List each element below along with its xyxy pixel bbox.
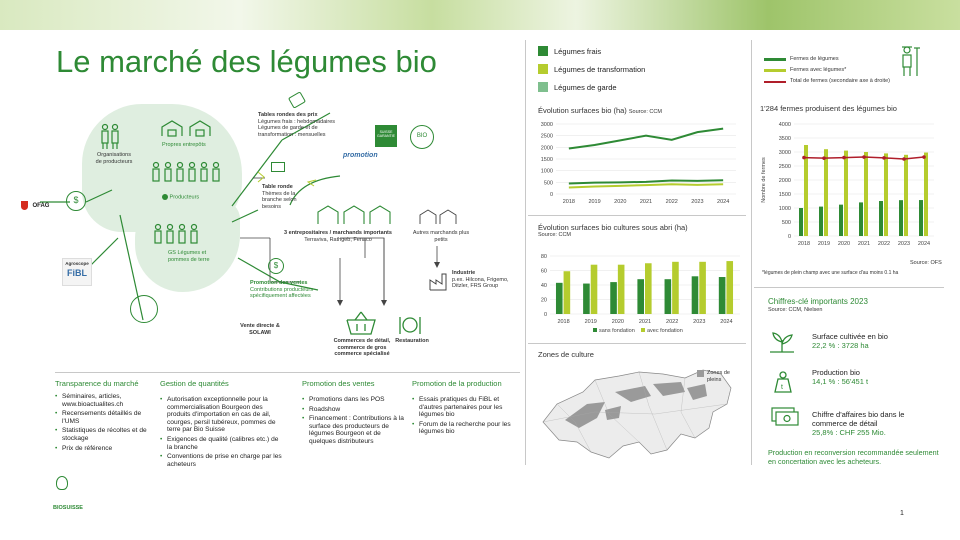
column-gestion — [160, 379, 285, 470]
x-tick-label: 2021 — [639, 199, 653, 205]
restauration-label: Restauration — [395, 338, 429, 344]
suisse-garantie-logo: SUISSE GARANTIE — [375, 125, 397, 147]
list-item: • Roadshow — [302, 406, 404, 414]
bar — [799, 208, 803, 236]
legend-types — [538, 42, 645, 96]
vente-directe-label: Vente directe & SOLAWI — [240, 323, 280, 336]
grossistes-title: 3 entrepositaires / marchands importants — [284, 230, 392, 236]
promotion-ventes — [250, 280, 314, 300]
producer-dot-icon — [162, 194, 168, 200]
series-point — [862, 155, 866, 159]
y-tick-label: 2500 — [540, 133, 553, 140]
x-tick-label: 2020 — [837, 241, 851, 247]
recommendation-text: Production en reconversion recommandée seulement en concertation avec les acheteurs. — [768, 448, 939, 466]
ofag-logo — [21, 197, 49, 215]
banknotes-icon — [770, 406, 800, 428]
grossistes-body: Terraviva, Rathgeb, Fenaco — [304, 236, 372, 243]
series-point — [802, 156, 806, 160]
producteurs-label — [162, 194, 199, 201]
list-item: • Forum de la recherche pour les légumes bio — [412, 421, 522, 436]
y-tick-label: 0 — [787, 234, 791, 240]
map-legend-swatch — [697, 370, 704, 377]
legend-swatch — [764, 69, 786, 72]
x-tick-label: 2020 — [614, 199, 627, 205]
x-tick-label: 2023 — [897, 241, 911, 247]
bar — [665, 279, 672, 314]
y-tick-label: 0 — [543, 312, 547, 318]
page-title: Le marché des légumes bio — [56, 44, 437, 79]
farmer-icon — [98, 122, 122, 150]
chart1-title-row — [538, 106, 662, 115]
column-title: Transparence du marché — [55, 379, 139, 388]
x-tick-label: 2018 — [562, 199, 575, 205]
flag-icon — [271, 162, 285, 172]
y-tick-label: 80 — [540, 254, 547, 260]
weight-icon — [772, 370, 794, 394]
series-point — [902, 157, 906, 161]
legend-swatch — [641, 328, 645, 332]
x-tick-label: 2018 — [557, 319, 570, 325]
grossistes — [283, 230, 393, 243]
bar — [564, 271, 571, 314]
research-logos — [62, 258, 92, 286]
bar — [839, 205, 843, 236]
chart2-title: Évolution surfaces bio cultures sous abri (ha) — [538, 223, 688, 232]
x-tick-label: 2021 — [638, 319, 652, 325]
producers-icon — [148, 160, 228, 190]
divider-vertical — [751, 40, 752, 465]
bar — [899, 200, 903, 236]
divider-horizontal — [528, 215, 746, 216]
legend-label: Légumes de garde — [554, 82, 617, 92]
y-tick-label: 60 — [540, 268, 547, 275]
legend-label: Total de fermes (secondaire axe à droite) — [790, 78, 890, 85]
divider-horizontal — [754, 287, 944, 288]
table-ronde-body: Thèmes de la branche selon besoins — [262, 190, 297, 210]
divider-horizontal — [528, 343, 746, 344]
bar — [879, 201, 883, 236]
bar — [726, 261, 733, 314]
y-tick-label: 2000 — [540, 145, 553, 152]
series-point — [842, 156, 846, 160]
list-item: • Exigences de qualité (calibres etc.) de la branche — [160, 436, 285, 451]
divider-vertical — [525, 40, 526, 465]
series-point — [822, 156, 826, 160]
chart2-source: Source: CCM — [538, 232, 572, 238]
legend-item — [538, 78, 645, 96]
y-tick-label: 1500 — [540, 157, 553, 163]
bio-suisse-stamp-icon — [130, 295, 158, 323]
list-item: • Financement : Contributions à la surface des producteurs de légumes Bourgeon et de quelques distributeurs — [302, 415, 404, 445]
series-point — [922, 155, 926, 159]
y-tick-label: 3000 — [778, 150, 791, 156]
bar — [859, 202, 863, 236]
promotion-ventes-title: Promotion des ventes — [250, 280, 308, 286]
propres-entrepots-label: Propres entrepôts — [162, 142, 206, 148]
table-ronde-title: Table ronde — [262, 184, 293, 190]
tables-rondes-prix — [258, 112, 354, 138]
column-promotion-ventes — [302, 379, 404, 448]
y-tick-label: 2000 — [778, 178, 791, 184]
kpi-surface-title: Surface cultivée en bio — [812, 332, 888, 341]
legend-label: avec fondation — [647, 328, 683, 334]
bar — [637, 279, 644, 314]
column-title: Promotion de la production — [412, 379, 502, 388]
bar — [583, 284, 590, 314]
chart3-title: 1'284 fermes produisent des légumes bio — [760, 104, 897, 113]
y-tick-label: 4000 — [778, 122, 791, 128]
x-tick-label: 2019 — [817, 241, 831, 247]
x-tick-label: 2024 — [720, 319, 733, 325]
x-tick-label: 2021 — [857, 241, 871, 247]
legend-swatch — [593, 328, 597, 332]
promotion-logo: promotion — [343, 152, 378, 159]
small-warehouse-icon — [418, 206, 458, 226]
legend-item — [538, 42, 645, 60]
series-line — [569, 184, 723, 187]
factory-icon — [428, 270, 450, 292]
series-line — [569, 129, 723, 149]
kpi-source: Source: CCM, Nielsen — [768, 307, 823, 313]
farmer-with-fork-icon — [895, 44, 925, 78]
legend-item — [764, 54, 890, 65]
industrie-body: p.ex. Hilcona, Frigemo, Ditzler, FRS Group — [452, 276, 509, 289]
industrie-title: Industrie — [452, 270, 476, 276]
kpi-surface-value: 22,2 % : 3728 ha — [812, 341, 869, 350]
legend-item — [538, 60, 645, 78]
divider-horizontal — [55, 372, 520, 373]
money-bag-icon: $ — [66, 191, 86, 211]
kpi-chiffre-title: Chiffre d'affaires bio dans le commerce de détail — [812, 410, 905, 428]
kpi-title: Chiffres-clé importants 2023 — [768, 297, 868, 306]
bar — [645, 263, 652, 314]
list-item: • Prix de référence — [55, 445, 147, 453]
bar — [844, 151, 848, 236]
y-tick-label: 1000 — [778, 206, 791, 212]
kpi-surface — [812, 332, 940, 350]
x-tick-label: 2022 — [666, 319, 679, 325]
bar — [692, 276, 699, 314]
bar — [884, 153, 888, 236]
x-tick-label: 2024 — [917, 241, 931, 247]
chart1-title: Évolution surfaces bio (ha) — [538, 106, 627, 115]
industrie — [452, 270, 522, 290]
money-bag-icon: $ — [268, 258, 284, 274]
y-axis-label: Nombre de fermes — [761, 157, 767, 203]
legend-label: Fermes de légumes — [790, 56, 839, 63]
list-item: • Conventions de prise en charge par les acheteurs — [160, 453, 285, 468]
bar — [824, 149, 828, 236]
list-item: • Promotions dans les POS — [302, 396, 404, 404]
producteurs-text: Producteurs — [169, 194, 200, 201]
legend-swatch — [538, 46, 548, 56]
page-number: 1 — [900, 510, 904, 517]
list-item: • Statistiques de récoltes et de stockage — [55, 427, 147, 442]
table-ronde — [262, 184, 312, 210]
bio-bourgeon-logo: BIO — [410, 125, 434, 149]
y-tick-label: 500 — [781, 220, 791, 226]
list-item: • Recensements détaillés de l'UMS — [55, 410, 147, 425]
kpi-production-title: Production bio — [812, 368, 860, 377]
ofag-label: OFAG — [32, 202, 50, 209]
shopping-basket-icon — [345, 310, 377, 336]
map-title: Zones de culture — [538, 350, 594, 359]
legend-swatch — [764, 81, 786, 83]
orgs-producteurs-label: Organisations de producteurs — [95, 152, 133, 165]
bar — [610, 282, 617, 314]
map-legend-label: Zones de pleins — [707, 370, 730, 383]
chart3-footnote: *légumes de plein champ avec une surface d'au moins 0.1 ha — [762, 270, 899, 276]
svg-text:t: t — [781, 384, 783, 391]
agroscope-label: Agroscope — [65, 261, 89, 266]
legend-label: sans fondation — [599, 328, 635, 334]
legend-label: Fermes avec légumes* — [790, 67, 847, 74]
bar — [924, 153, 928, 236]
legend-farms — [764, 54, 890, 87]
restaurant-icon — [398, 314, 422, 336]
legend-item — [764, 65, 890, 76]
tables-rondes-prix-body: Légumes frais : hebdomadaires Légumes de garde et de transformation : mensuelles — [258, 118, 336, 138]
column-title: Promotion des ventes — [302, 379, 375, 388]
legend-label: Légumes de transformation — [554, 64, 646, 74]
bar — [919, 200, 923, 236]
y-tick-label: 3500 — [778, 136, 791, 142]
bar — [864, 152, 868, 236]
fibl-label: FiBL — [67, 267, 87, 278]
list-item: • Essais pratiques du FiBL et d'autres partenaires pour les légumes bio — [412, 396, 522, 419]
kpi-production-value: 14,1 % : 56'451 t — [812, 377, 869, 386]
list-item: • Séminaires, articles, www.bioactualites.ch — [55, 393, 147, 408]
bar — [719, 277, 726, 314]
bar — [819, 207, 823, 236]
series-point — [882, 156, 886, 160]
x-tick-label: 2019 — [584, 319, 597, 325]
gs-label: GS Légumes et pommes de terre — [168, 250, 210, 263]
x-tick-label: 2023 — [691, 199, 704, 205]
x-tick-label: 2023 — [693, 319, 706, 325]
y-tick-label: 2500 — [778, 164, 791, 170]
chart1-source: Source: CCM — [628, 109, 662, 115]
promotion-ventes-body: Contributions producteurs spécifiquement affectées — [250, 286, 313, 299]
x-tick-label: 2020 — [611, 319, 624, 325]
x-tick-label: 2019 — [588, 199, 601, 205]
bar — [556, 283, 563, 314]
gs-members-icon — [150, 222, 200, 248]
warehouse-icon — [160, 118, 216, 138]
commerces-label: Commerces de détail, commerce de gros commerce spécialisé — [333, 338, 391, 357]
autres-marchands-label: Autres marchands plus petits — [412, 230, 470, 243]
x-tick-label: 2018 — [797, 241, 811, 247]
bar — [699, 262, 706, 314]
chart3-source: Source: OFS — [910, 260, 942, 266]
y-tick-label: 3000 — [540, 122, 553, 128]
x-tick-label: 2022 — [665, 199, 678, 205]
bar — [672, 262, 679, 314]
chart3-svg — [756, 118, 946, 258]
column-title: Gestion de quantités — [160, 379, 229, 388]
series-line — [569, 180, 723, 183]
legend-label: Légumes frais — [554, 46, 602, 56]
bar — [904, 155, 908, 236]
plant-icon — [768, 330, 796, 356]
y-tick-label: 20 — [540, 297, 547, 304]
x-tick-label: 2022 — [877, 241, 891, 247]
legend-swatch — [538, 82, 548, 92]
bud-logo-icon — [56, 476, 68, 490]
legend-item — [764, 76, 890, 87]
bar — [591, 265, 598, 314]
y-tick-label: 40 — [540, 283, 547, 289]
column-promotion-production — [412, 379, 522, 438]
list-item: • Autorisation exceptionnelle pour la commercialisation Bourgeon des produits d'importation en cas de ail, courges, persil tubéreux, pommes de terre par Bio Suisse — [160, 396, 285, 434]
chart2-svg — [528, 250, 746, 335]
swiss-shield-icon — [21, 201, 28, 210]
kpi-chiffre-value: 25,8% : CHF 255 Mio. — [812, 428, 886, 437]
chart1-svg — [528, 118, 746, 208]
tables-rondes-prix-title: Tables rondes des prix — [258, 112, 318, 118]
y-tick-label: 1000 — [540, 168, 553, 175]
y-tick-label: 500 — [543, 180, 553, 187]
legend-swatch — [538, 64, 548, 74]
wholesaler-warehouse-icon — [316, 202, 396, 226]
y-tick-label: 0 — [549, 192, 553, 198]
bar — [618, 265, 625, 314]
x-tick-label: 2024 — [717, 199, 730, 205]
kpi-chiffre — [812, 410, 940, 437]
legend-swatch — [764, 58, 786, 61]
biosuisse-logo-text: BIOSUISSE — [53, 505, 83, 511]
column-transparence — [55, 379, 147, 454]
kpi-production — [812, 368, 940, 386]
y-tick-label: 1500 — [778, 192, 791, 198]
